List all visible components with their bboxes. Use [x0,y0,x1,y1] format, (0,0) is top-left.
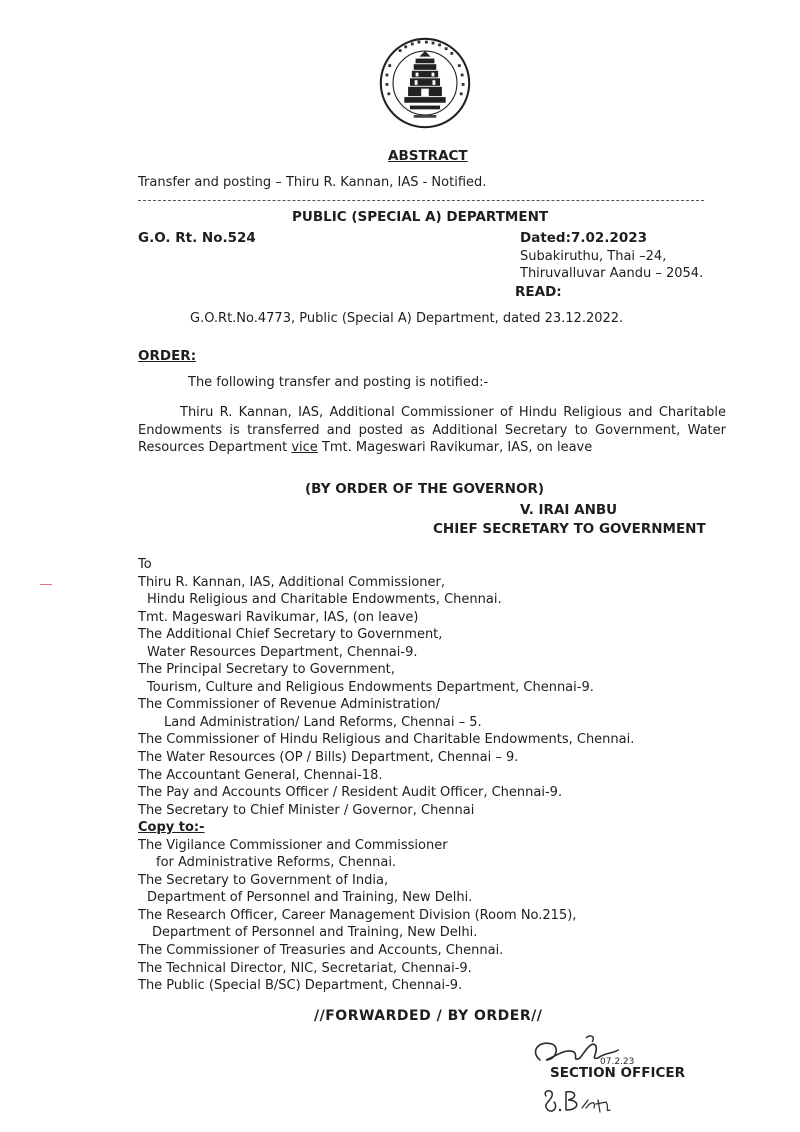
separator-line [138,200,704,201]
read-label: READ: [515,284,562,300]
to-item: The Additional Chief Secretary to Government, [138,627,443,643]
copy-item: The Technical Director, NIC, Secretariat, Chennai-9. [138,960,472,976]
copy-item: The Vigilance Commissioner and Commissioner [138,837,448,853]
to-item: The Principal Secretary to Government, [138,662,395,678]
to-item: The Commissioner of Revenue Administration/ [138,697,441,713]
abstract-heading: ABSTRACT [388,148,468,164]
forwarded-line: //FORWARDED / BY ORDER// [314,1008,543,1024]
go-number: G.O. Rt. No.524 [138,230,256,246]
reference-line: G.O.Rt.No.4773, Public (Special A) Department, dated 23.12.2022. [190,311,624,326]
section-officer-label: SECTION OFFICER [550,1065,686,1081]
department-heading: PUBLIC (SPECIAL A) DEPARTMENT [292,209,549,225]
signatory-title: CHIEF SECRETARY TO GOVERNMENT [433,521,706,537]
to-item: The Water Resources (OP / Bills) Department, Chennai – 9. [138,750,519,766]
signature-date: 07.2.23 [600,1057,635,1067]
to-list [138,556,634,995]
handwritten-initials [540,1086,620,1118]
order-body-part1: Thiru R. Kannan, IAS, Additional Commissioner of Hindu Religious and Charitable Endowments is transferred and posted as Additional Secretary to Government, Water Resources Department [138,405,726,455]
tamil-nadu-emblem [378,36,472,130]
to-item: Tourism, Culture and Religious Endowments Department, Chennai-9. [147,679,594,695]
to-item: The Commissioner of Hindu Religious and Charitable Endowments, Chennai. [138,732,635,748]
to-item: The Accountant General, Chennai-18. [138,767,383,783]
to-item: Thiru R. Kannan, IAS, Additional Commissioner, [138,574,445,590]
order-heading: ORDER: [138,348,197,364]
to-item: Hindu Religious and Charitable Endowments, Chennai. [147,592,502,608]
copy-item: The Public (Special B/SC) Department, Chennai-9. [138,978,463,994]
to-item: Land Administration/ Land Reforms, Chennai – 5. [164,714,482,730]
order-intro: The following transfer and posting is notified:- [188,375,489,390]
subject-line: Transfer and posting – Thiru R. Kannan, IAS - Notified. [138,175,487,190]
signatory-name: V. IRAI ANBU [520,502,618,518]
to-label: To [138,557,152,572]
order-body-vice: vice [291,440,318,455]
copy-label: Copy to:- [138,820,205,836]
to-item: Water Resources Department, Chennai-9. [147,644,418,660]
tamil-date-line-1: Subakiruthu, Thai –24, [520,249,667,264]
by-order-line: (BY ORDER OF THE GOVERNOR) [305,481,545,497]
copy-item: The Commissioner of Treasuries and Accounts, Chennai. [138,943,504,959]
copy-item: The Secretary to Government of India, [138,872,389,888]
dated: Dated:7.02.2023 [520,230,647,246]
order-body [138,404,726,457]
copy-item: Department of Personnel and Training, New Delhi. [152,925,478,941]
tamil-date-line-2: Thiruvalluvar Aandu – 2054. [520,266,704,281]
copy-item: Department of Personnel and Training, New Delhi. [147,890,473,906]
margin-mark [40,584,52,585]
order-body-part2: Tmt. Mageswari Ravikumar, IAS, on leave [317,440,593,455]
to-item: The Pay and Accounts Officer / Resident Audit Officer, Chennai-9. [138,785,563,801]
copy-item: The Research Officer, Career Management Division (Room No.215), [138,907,577,923]
to-item: The Secretary to Chief Minister / Governor, Chennai [138,802,475,818]
copy-item: for Administrative Reforms, Chennai. [156,855,397,871]
to-item: Tmt. Mageswari Ravikumar, IAS, (on leave) [138,609,419,625]
